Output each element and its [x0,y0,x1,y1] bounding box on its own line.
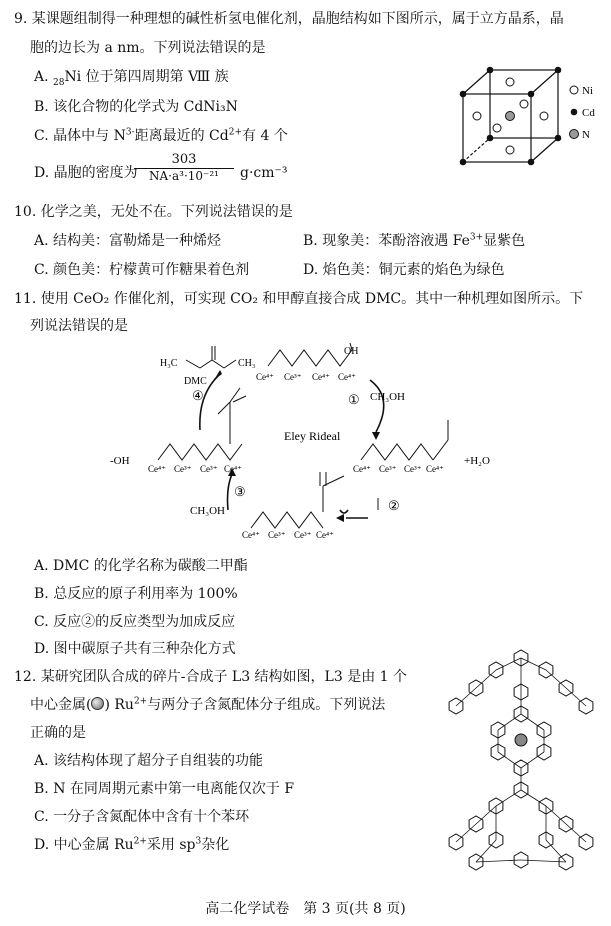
ch3oh-step1: CH₃OH [370,391,406,403]
svg-text:Ce⁴⁺: Ce⁴⁺ [312,372,330,382]
ring-bond [521,790,546,806]
left-ce-chain [158,444,242,460]
legend-n: N [582,129,590,141]
ring-bond [521,752,544,768]
q11-option-a: A. DMC 的化学名称为碳酸二甲酯 [34,558,248,574]
arrow-step3 [228,474,233,510]
ru-center-atom [515,734,527,746]
legend-cd: Cd [582,107,595,119]
ch3-label: CH₃ [238,358,256,369]
q11-stem-line1: 11. 使用 CeO₂ 作催化剂，可实现 CO₂ 和甲醇直接合成 DMC。其中一种机理如图所示。下 [14,291,584,307]
ch3oh-step3: CH₃OH [190,505,226,517]
q12-stem-line3: 正确的是 [30,725,86,741]
right-ce-chain [361,444,433,460]
h2o-label: +H₂O [464,455,490,467]
q12-option-d: D. 中心金属 $Ru^{2+}$采用 $sp^3$杂化 [34,836,230,853]
q9-density-denominator: NA·a³·10⁻²¹ [149,169,219,183]
svg-text:Ce⁴⁺: Ce⁴⁺ [224,464,242,474]
oh-left-label: -OH [110,455,130,467]
legend-ni: Ni [582,85,593,97]
q9-crystal-cell-figure [448,62,608,170]
svg-text:Ce³⁺: Ce³⁺ [404,464,422,474]
q9-density-fraction [134,152,234,183]
q12-option-a: A. 该结构体现了超分子自组装的功能 [34,753,264,769]
top-ce-chain [268,350,352,366]
svg-text:Ce⁴⁺: Ce⁴⁺ [316,530,334,540]
step3-marker: ③ [234,484,246,499]
step1-marker: ① [348,392,360,407]
ru-center-icon [91,697,104,710]
q12-option-b: B. N 在同周期元素中第一电离能仅次于 F [34,781,295,797]
q9-option-b: B. 该化合物的化学式为 CdNi₃N [34,99,238,115]
arrow-step1 [370,380,384,432]
svg-text:Ce³⁺: Ce³⁺ [268,530,286,540]
q9-option-a: A. $_{28}$Ni 位于第四周期第 Ⅷ 族 [34,69,229,88]
oh-top-label: OH [344,346,359,357]
svg-text:Ce⁴⁺: Ce⁴⁺ [242,530,260,540]
ring-bond [498,752,521,768]
bottom-ce-chain [251,512,323,528]
ce-top-1: Ce⁴⁺ [256,372,274,382]
ring-bond [476,840,496,862]
legend-n-icon [570,130,579,139]
svg-text:Ce³⁺: Ce³⁺ [200,464,218,474]
n-atom [506,112,515,121]
q9-density-numerator: 303 [134,152,234,169]
svg-text:Ce⁴⁺: Ce⁴⁺ [338,372,356,382]
q10-option-b: B. 现象美：苯酚溶液遇 $Fe^{3+}$显紫色 [303,232,526,249]
eley-rideal-label: Eley Rideal [284,429,341,443]
q10-stem: 10. 化学之美，无处不在。下列说法错误的是 [14,204,293,220]
ring-bond [566,688,586,706]
svg-text:Ce³⁺: Ce³⁺ [174,464,192,474]
q9-option-c: C. 晶体中与 $N^{3-}$距离最近的 $Cd^{2+}$有 4 个 [34,127,288,144]
ring-bond [476,670,496,688]
ring-bond [566,824,586,842]
q9-option-d: D. 晶胞的密度为 [34,165,138,181]
q10-option-a: A. 结构美：富勒烯是一种烯烃 [34,233,222,249]
q11-mechanism-figure [108,340,528,540]
q10-option-d: D. 焰色美：铜元素的焰色为绿色 [303,262,505,278]
page-footer: 高二化学试卷 第 3 页(共 8 页) [205,901,406,917]
svg-text:Ce⁴⁺: Ce⁴⁺ [148,464,166,474]
q12-stem-line1: 12. 某研究团队合成的碎片-合成子 L3 结构如图，L3 是由 1 个 [14,669,408,685]
svg-text:Ce⁴⁺: Ce⁴⁺ [426,464,444,474]
ring-bond [546,806,566,824]
ring-bond [546,670,566,688]
ring-bond [476,806,496,824]
ring-bond [498,714,521,730]
svg-text:Ce⁴⁺: Ce⁴⁺ [353,464,371,474]
ring-bond [456,688,476,706]
q11-stem-line2: 列说法错误的是 [30,318,128,334]
ring-bond [456,824,476,842]
q12-l3-structure-figure [436,640,606,886]
q9-stem-line1: 9. 某课题组制得一种理想的碱性析氢电催化剂，晶胞结构如下图所示，属于立方晶系，晶 [14,11,564,27]
legend-cd-icon [571,109,578,116]
q11-option-b: B. 总反应的原子利用率为 100% [34,586,238,602]
q10-option-c: C. 颜色美：柠檬黄可作糖果着色剂 [34,262,250,278]
q12-option-c: C. 一分子含氮配体中含有十个苯环 [34,809,250,825]
legend-ni-icon [570,86,578,94]
q11-option-c: C. 反应②的反应类型为加成反应 [34,614,236,630]
q11-option-d: D. 图中碳原子共有三种杂化方式 [34,641,236,657]
ring-bond [496,790,521,806]
q9-stem-line2: 胞的边长为 a nm。下列说法错误的是 [30,40,266,56]
step2-marker: ② [388,498,400,513]
q9-density-unit: g·cm⁻³ [240,165,288,181]
svg-text:Ce³⁺: Ce³⁺ [379,464,397,474]
h3c-label: H₃C [160,358,178,369]
ring-bond [546,840,566,862]
q12-stem-line2: 中心金属( ) $Ru^{2+}$与两分子含氮配体分子组成。下列说法 [30,696,386,713]
ring-bond [521,714,544,730]
svg-text:Ce³⁺: Ce³⁺ [294,530,312,540]
dmc-label: DMC [184,376,207,387]
svg-text:Ce³⁺: Ce³⁺ [284,372,302,382]
step4-marker: ④ [192,388,204,403]
